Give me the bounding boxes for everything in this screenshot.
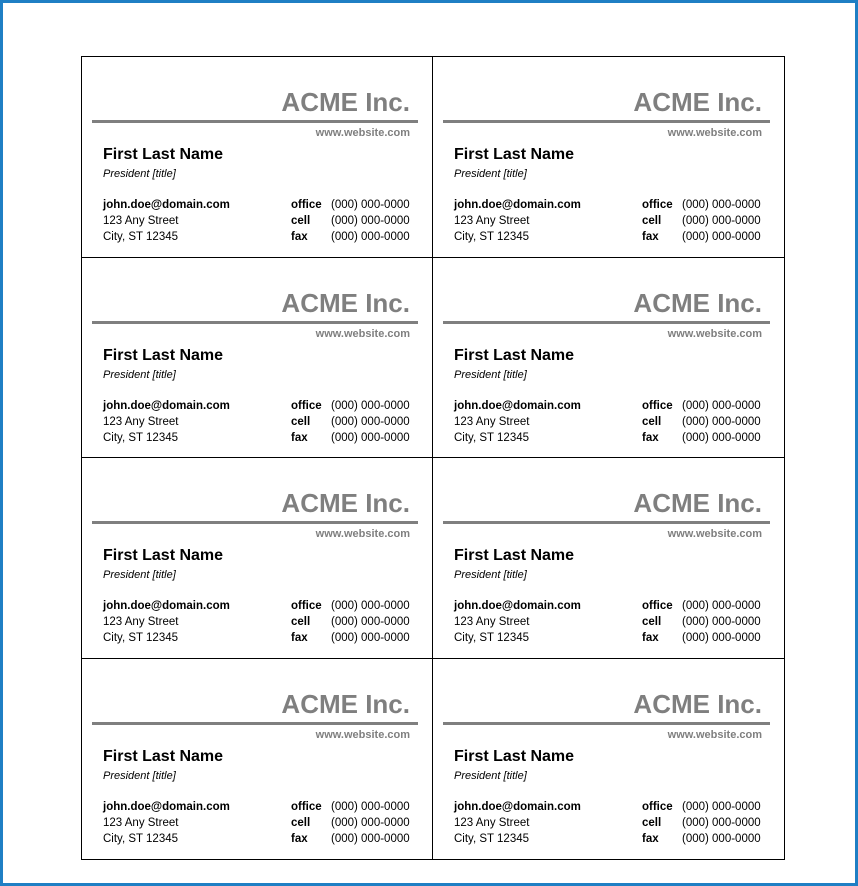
phone-block xyxy=(642,799,761,847)
person-title: President [title] xyxy=(454,168,527,180)
business-card-sheet xyxy=(81,56,785,860)
office-label: office xyxy=(291,800,322,813)
company-name: ACME Inc. xyxy=(633,287,762,318)
fax-label: fax xyxy=(642,231,659,243)
email: john.doe@domain.com xyxy=(454,199,581,211)
cell-number: (000) 000-0000 xyxy=(682,816,761,829)
person-name: First Last Name xyxy=(103,146,224,163)
city-state-zip: City, ST 12345 xyxy=(103,832,179,845)
email: john.doe@domain.com xyxy=(454,399,581,412)
person-title: President [title] xyxy=(454,569,527,581)
divider-rule xyxy=(92,120,418,123)
street-address: 123 Any Street xyxy=(103,415,179,428)
business-card xyxy=(82,57,433,258)
website: www.website.com xyxy=(667,728,762,741)
office-number: (000) 000-0000 xyxy=(331,800,410,813)
fax-label: fax xyxy=(642,832,659,845)
website: www.website.com xyxy=(315,127,410,139)
website: www.website.com xyxy=(667,127,762,139)
fax-number: (000) 000-0000 xyxy=(331,231,410,243)
divider-rule xyxy=(443,120,770,123)
fax-number: (000) 000-0000 xyxy=(682,231,761,243)
contact-block xyxy=(454,398,581,446)
phone-block xyxy=(642,598,761,646)
person-name: First Last Name xyxy=(454,547,575,564)
business-card xyxy=(433,57,784,258)
divider-rule xyxy=(443,722,770,725)
cell-number: (000) 000-0000 xyxy=(682,215,761,227)
office-label: office xyxy=(291,199,322,211)
office-label: office xyxy=(642,399,673,412)
office-number: (000) 000-0000 xyxy=(331,199,410,211)
cell-label: cell xyxy=(642,415,662,428)
fax-number: (000) 000-0000 xyxy=(331,832,410,845)
office-label: office xyxy=(642,199,673,211)
fax-row xyxy=(291,229,410,245)
website: www.website.com xyxy=(315,728,410,741)
phone-block xyxy=(642,398,761,446)
cell-number: (000) 000-0000 xyxy=(331,215,410,227)
contact-block xyxy=(103,398,230,446)
person-name: First Last Name xyxy=(454,747,575,765)
fax-label: fax xyxy=(291,632,308,644)
company-name: ACME Inc. xyxy=(281,287,410,318)
office-number: (000) 000-0000 xyxy=(682,800,761,813)
divider-rule xyxy=(443,521,770,524)
office-number: (000) 000-0000 xyxy=(682,600,761,612)
cell-row xyxy=(291,414,410,430)
person-name: First Last Name xyxy=(454,146,575,163)
cell-row xyxy=(291,213,410,229)
email: john.doe@domain.com xyxy=(103,399,230,412)
cell-number: (000) 000-0000 xyxy=(331,616,410,628)
street-address: 123 Any Street xyxy=(103,816,179,829)
contact-block xyxy=(454,598,581,646)
fax-number: (000) 000-0000 xyxy=(682,832,761,845)
office-row xyxy=(642,799,761,815)
office-row xyxy=(291,398,410,414)
divider-rule xyxy=(92,521,418,524)
fax-row xyxy=(291,831,410,847)
cell-label: cell xyxy=(291,415,311,428)
person-title: President [title] xyxy=(454,769,527,782)
fax-number: (000) 000-0000 xyxy=(331,431,410,444)
office-row xyxy=(291,197,410,213)
street-address: 123 Any Street xyxy=(454,215,530,227)
contact-block xyxy=(103,197,230,245)
person-name: First Last Name xyxy=(103,547,224,564)
cell-label: cell xyxy=(642,616,662,628)
fax-number: (000) 000-0000 xyxy=(682,431,761,444)
street-address: 123 Any Street xyxy=(103,215,179,227)
phone-block xyxy=(291,598,410,646)
business-card xyxy=(433,458,784,659)
phone-block xyxy=(291,799,410,847)
contact-block xyxy=(454,799,581,847)
phone-block xyxy=(642,197,761,245)
city-state-zip: City, ST 12345 xyxy=(103,231,179,243)
person-name: First Last Name xyxy=(454,346,575,364)
business-card xyxy=(82,458,433,659)
business-card xyxy=(433,659,784,860)
divider-rule xyxy=(443,321,770,324)
business-card xyxy=(82,258,433,459)
email: john.doe@domain.com xyxy=(103,800,230,813)
office-label: office xyxy=(291,600,322,612)
fax-row xyxy=(291,430,410,446)
city-state-zip: City, ST 12345 xyxy=(454,431,530,444)
person-title: President [title] xyxy=(103,769,176,782)
cell-row xyxy=(642,614,761,630)
city-state-zip: City, ST 12345 xyxy=(454,231,530,243)
office-row xyxy=(642,598,761,614)
contact-block xyxy=(103,799,230,847)
cell-label: cell xyxy=(642,215,662,227)
contact-block xyxy=(454,197,581,245)
divider-rule xyxy=(92,722,418,725)
street-address: 123 Any Street xyxy=(454,415,530,428)
fax-label: fax xyxy=(291,431,308,444)
office-number: (000) 000-0000 xyxy=(682,399,761,412)
cell-label: cell xyxy=(642,816,662,829)
person-title: President [title] xyxy=(103,569,176,581)
office-label: office xyxy=(291,399,322,412)
divider-rule xyxy=(92,321,418,324)
office-row xyxy=(291,799,410,815)
street-address: 123 Any Street xyxy=(454,816,530,829)
fax-label: fax xyxy=(291,231,308,243)
email: john.doe@domain.com xyxy=(454,600,581,612)
cell-row xyxy=(291,815,410,831)
city-state-zip: City, ST 12345 xyxy=(454,632,530,644)
cell-label: cell xyxy=(291,215,311,227)
website: www.website.com xyxy=(315,528,410,540)
email: john.doe@domain.com xyxy=(103,600,230,612)
cell-number: (000) 000-0000 xyxy=(682,616,761,628)
fax-row xyxy=(642,229,761,245)
email: john.doe@domain.com xyxy=(103,199,230,211)
person-name: First Last Name xyxy=(103,747,224,765)
office-row xyxy=(642,197,761,213)
business-card xyxy=(433,258,784,459)
office-number: (000) 000-0000 xyxy=(682,199,761,211)
email: john.doe@domain.com xyxy=(454,800,581,813)
cell-row xyxy=(291,614,410,630)
cell-row xyxy=(642,815,761,831)
website: www.website.com xyxy=(667,528,762,540)
contact-block xyxy=(103,598,230,646)
office-label: office xyxy=(642,600,673,612)
person-title: President [title] xyxy=(454,368,527,381)
office-number: (000) 000-0000 xyxy=(331,600,410,612)
fax-label: fax xyxy=(642,431,659,444)
office-label: office xyxy=(642,800,673,813)
phone-block xyxy=(291,197,410,245)
website: www.website.com xyxy=(315,327,410,340)
cell-row xyxy=(642,414,761,430)
cell-number: (000) 000-0000 xyxy=(331,816,410,829)
person-title: President [title] xyxy=(103,168,176,180)
cell-row xyxy=(642,213,761,229)
street-address: 123 Any Street xyxy=(103,616,179,628)
city-state-zip: City, ST 12345 xyxy=(454,832,530,845)
cell-number: (000) 000-0000 xyxy=(331,415,410,428)
city-state-zip: City, ST 12345 xyxy=(103,431,179,444)
office-row xyxy=(291,598,410,614)
company-name: ACME Inc. xyxy=(281,688,410,719)
phone-block xyxy=(291,398,410,446)
person-name: First Last Name xyxy=(103,346,224,364)
street-address: 123 Any Street xyxy=(454,616,530,628)
fax-number: (000) 000-0000 xyxy=(331,632,410,644)
cell-label: cell xyxy=(291,816,311,829)
website: www.website.com xyxy=(667,327,762,340)
company-name: ACME Inc. xyxy=(633,87,762,117)
city-state-zip: City, ST 12345 xyxy=(103,632,179,644)
fax-row xyxy=(642,630,761,646)
company-name: ACME Inc. xyxy=(281,87,410,117)
fax-number: (000) 000-0000 xyxy=(682,632,761,644)
fax-label: fax xyxy=(291,832,308,845)
fax-row xyxy=(642,430,761,446)
company-name: ACME Inc. xyxy=(633,688,762,719)
fax-label: fax xyxy=(642,632,659,644)
office-row xyxy=(642,398,761,414)
company-name: ACME Inc. xyxy=(633,488,762,518)
cell-number: (000) 000-0000 xyxy=(682,415,761,428)
person-title: President [title] xyxy=(103,368,176,381)
business-card xyxy=(82,659,433,860)
cell-label: cell xyxy=(291,616,311,628)
fax-row xyxy=(642,831,761,847)
company-name: ACME Inc. xyxy=(281,488,410,518)
office-number: (000) 000-0000 xyxy=(331,399,410,412)
fax-row xyxy=(291,630,410,646)
